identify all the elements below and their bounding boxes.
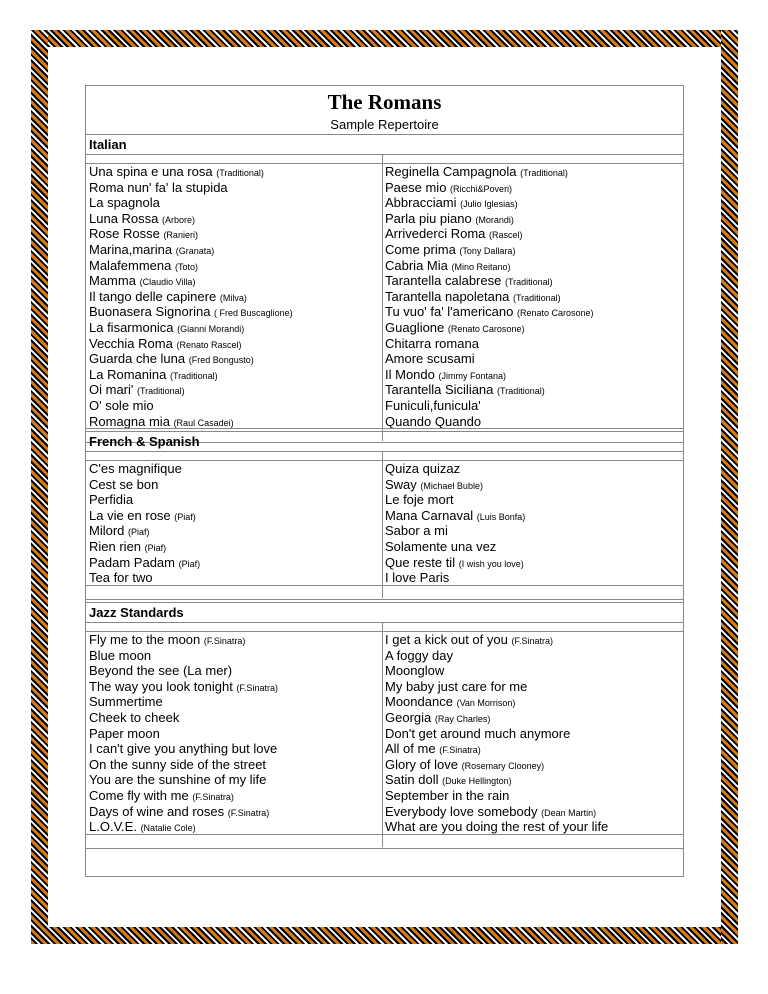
- repertoire-document: [85, 85, 684, 877]
- song-entry: [382, 492, 682, 508]
- song-entry: [382, 663, 682, 679]
- song-entry: [382, 180, 682, 196]
- section-header: [86, 602, 683, 623]
- song-artist: (Traditional): [512, 292, 561, 303]
- song-entry: [382, 367, 682, 383]
- song-artist: (Piaf): [128, 527, 150, 538]
- song-title: Le foje mort: [385, 492, 454, 508]
- song-entry: [382, 632, 682, 648]
- song-entry: [382, 414, 682, 430]
- song-title: The way you look tonight: [89, 678, 233, 694]
- song-artist: (Rosemary Clooney): [461, 760, 545, 771]
- song-entry: [382, 757, 682, 773]
- song-title: Georgia: [385, 709, 432, 725]
- song-entry: [382, 195, 682, 211]
- song-entry: [86, 632, 381, 648]
- song-title: I love Paris: [385, 570, 450, 586]
- song-entry: [382, 648, 682, 664]
- song-title: Cheek to cheek: [89, 709, 180, 725]
- song-title: Vecchia Roma: [89, 335, 173, 351]
- song-title: Come fly with me: [89, 787, 189, 803]
- song-artist: (Raul Casadei): [173, 417, 234, 428]
- song-entry: [86, 226, 381, 242]
- song-entry: [382, 242, 682, 258]
- song-entry: [86, 804, 381, 820]
- song-title: Padam Padam: [89, 554, 175, 570]
- song-title: Quiza quizaz: [385, 461, 461, 476]
- song-entry: [86, 663, 381, 679]
- song-artist: (Morandi): [475, 214, 514, 225]
- song-title: A foggy day: [385, 647, 453, 663]
- song-artist: (Rascel): [489, 230, 523, 241]
- song-entry: [382, 398, 682, 414]
- song-title: Malafemmena: [89, 257, 172, 273]
- song-entry: [86, 555, 381, 571]
- song-entry: [86, 367, 381, 383]
- song-entry: [86, 320, 381, 336]
- left-song-column: [86, 632, 381, 835]
- song-artist: (Luis Bonfa): [476, 511, 526, 522]
- song-entry: [382, 351, 682, 367]
- song-title: Amore scusami: [385, 351, 475, 367]
- song-artist: (Ranieri): [163, 230, 198, 241]
- song-title: La vie en rose: [89, 507, 171, 523]
- song-title: Buonasera Signorina: [89, 304, 211, 320]
- song-title: Arrivederci Roma: [385, 226, 486, 242]
- song-artist: (Traditional): [137, 386, 185, 397]
- page-subtitle: Sample Repertoire: [330, 117, 439, 132]
- song-artist: (F.Sinatra): [511, 636, 553, 646]
- song-title: Chitarra romana: [385, 335, 479, 351]
- song-artist: (Renato Carosone): [516, 308, 594, 319]
- song-entry: [382, 570, 682, 586]
- song-entry: [86, 523, 381, 539]
- song-entry: [86, 242, 381, 258]
- song-title: La fisarmonica: [89, 319, 174, 335]
- song-entry: [86, 726, 381, 742]
- song-title: Beyond the see (La mer): [89, 663, 233, 679]
- song-artist: (Toto): [175, 261, 199, 272]
- song-title: Cabria Mia: [385, 257, 448, 273]
- song-title: On the sunny side of the street: [89, 756, 267, 772]
- song-entry: [382, 819, 682, 835]
- section-title: Jazz Standards: [89, 605, 184, 620]
- spacer-row: [86, 154, 683, 164]
- song-title: Parla piu piano: [385, 210, 472, 226]
- spacer-row: [86, 451, 683, 461]
- song-artist: (Julio Iglesias): [460, 199, 518, 210]
- song-title: Sabor a mi: [385, 523, 448, 539]
- song-artist: (Piaf): [144, 542, 167, 553]
- spacer-row: [86, 622, 683, 632]
- song-entry: [86, 164, 381, 180]
- song-entry: [86, 180, 381, 196]
- song-artist: (Fred Bongusto): [188, 355, 254, 366]
- song-title: Perfidia: [89, 492, 134, 508]
- song-title: Reginella Campagnola: [385, 164, 517, 179]
- song-title: Moonglow: [385, 663, 445, 679]
- song-entry: [86, 788, 381, 804]
- song-title: Il tango delle capinere: [89, 288, 217, 304]
- song-entry: [382, 320, 682, 336]
- song-entry: [86, 414, 381, 430]
- song-entry: [86, 398, 381, 414]
- decorative-border-right: [721, 30, 738, 944]
- song-title: Rien rien: [89, 538, 142, 554]
- song-entry: [86, 492, 381, 508]
- left-song-column: [86, 461, 381, 586]
- song-artist: (F.Sinatra): [192, 791, 234, 802]
- page-title: The Romans: [327, 90, 442, 114]
- song-entry: [86, 211, 381, 227]
- song-entry: [382, 164, 682, 180]
- song-title: Milord: [89, 523, 125, 539]
- song-entry: [86, 336, 381, 352]
- song-title: Don't get around much anymore: [385, 725, 571, 741]
- decorative-border-left: [31, 30, 48, 944]
- song-artist: (Ricchi&Poveri): [450, 183, 513, 194]
- song-artist: (F.Sinatra): [236, 682, 278, 693]
- song-entry: [382, 289, 682, 305]
- song-title: L.O.V.E.: [89, 819, 137, 835]
- spacer-row: [86, 585, 683, 600]
- song-entry: [86, 757, 381, 773]
- song-entry: [86, 679, 381, 695]
- song-entry: [86, 570, 381, 586]
- song-artist: (Natalie Cole): [140, 823, 196, 834]
- song-title: Mana Carnaval: [385, 507, 474, 523]
- song-entry: [86, 741, 381, 757]
- song-entry: [382, 477, 682, 493]
- song-entry: [382, 741, 682, 757]
- song-artist: (I wish you love): [458, 558, 524, 569]
- right-song-column: [382, 461, 682, 586]
- song-entry: [382, 258, 682, 274]
- song-title: Guarda che luna: [89, 351, 186, 367]
- song-title: Mamma: [89, 273, 136, 289]
- song-entry: [382, 273, 682, 289]
- song-entry: [86, 710, 381, 726]
- song-title: Glory of love: [385, 756, 458, 772]
- song-title: Que reste til: [385, 554, 456, 570]
- song-title: Tu vuo' fa' l'americano: [385, 304, 514, 320]
- song-title: Tea for two: [89, 570, 153, 586]
- song-title: Quando Quando: [385, 413, 482, 429]
- song-artist: (Duke Hellington): [442, 776, 512, 787]
- right-song-column: [382, 632, 682, 835]
- song-title: All of me: [385, 741, 436, 757]
- song-entry: [382, 804, 682, 820]
- song-title: Paper moon: [89, 725, 160, 741]
- song-title: La spagnola: [89, 195, 160, 211]
- song-artist: (Traditional): [520, 168, 568, 178]
- song-title: Tarantella calabrese: [385, 273, 502, 289]
- song-title: Blue moon: [89, 647, 152, 663]
- left-song-column: [86, 164, 381, 429]
- song-entry: [382, 382, 682, 398]
- song-entry: [382, 679, 682, 695]
- decorative-border-top: [31, 30, 738, 47]
- song-title: Everybody love somebody: [385, 803, 538, 819]
- song-entry: [86, 539, 381, 555]
- song-artist: (Arbore): [162, 214, 196, 225]
- song-artist: (Van Morrison): [456, 698, 516, 709]
- song-title: Oi mari': [89, 382, 134, 398]
- song-entry: [86, 477, 381, 493]
- song-title: Paese mio: [385, 179, 447, 195]
- song-entry: [86, 819, 381, 835]
- song-entry: [86, 304, 381, 320]
- song-title: Summertime: [89, 694, 163, 710]
- song-artist: (F.Sinatra): [227, 807, 270, 818]
- song-title: I can't give you anything but love: [89, 741, 278, 757]
- song-title: Come prima: [385, 241, 456, 257]
- song-title: La Romanina: [89, 366, 167, 382]
- song-artist: (Tony Dallara): [459, 245, 516, 256]
- song-entry: [382, 523, 682, 539]
- song-entry: [382, 211, 682, 227]
- song-title: Rose Rosse: [89, 226, 160, 242]
- song-entry: [86, 351, 381, 367]
- song-entry: [86, 289, 381, 305]
- song-title: Roma nun' fa' la stupida: [89, 179, 228, 195]
- song-artist: (Granata): [175, 245, 215, 256]
- song-artist: (F.Sinatra): [439, 745, 481, 756]
- song-title: Il Mondo: [385, 366, 435, 382]
- song-title: Tarantella napoletana: [385, 288, 510, 304]
- song-artist: (Dean Martin): [541, 807, 597, 818]
- song-title: Una spina e una rosa: [89, 164, 213, 179]
- song-title: O' sole mio: [89, 397, 154, 413]
- song-entry: [382, 772, 682, 788]
- song-entry: [382, 226, 682, 242]
- song-artist: ( Fred Buscaglione): [214, 308, 293, 319]
- song-entry: [382, 694, 682, 710]
- song-title: Cest se bon: [89, 476, 159, 492]
- song-artist: (Traditional): [504, 277, 553, 288]
- song-entry: [382, 508, 682, 524]
- song-entry: [382, 555, 682, 571]
- song-entry: [86, 772, 381, 788]
- song-title: My baby just care for me: [385, 678, 528, 694]
- decorative-border-bottom: [31, 927, 738, 944]
- song-entry: [382, 461, 682, 477]
- song-entry: [86, 273, 381, 289]
- song-title: C'es magnifique: [89, 461, 182, 476]
- song-entry: [86, 461, 381, 477]
- song-entry: [382, 539, 682, 555]
- song-title: I get a kick out of you: [385, 632, 508, 647]
- song-artist: (Traditional): [169, 370, 218, 381]
- song-entry: [382, 304, 682, 320]
- song-title: Marina,marina: [89, 241, 173, 257]
- song-title: September in the rain: [385, 787, 510, 803]
- song-title: You are the sunshine of my life: [89, 772, 267, 788]
- song-artist: (Gianni Morandi): [177, 323, 245, 334]
- song-entry: [86, 382, 381, 398]
- song-entry: [86, 258, 381, 274]
- song-title: Luna Rossa: [89, 210, 159, 226]
- section-title: French & Spanish: [89, 434, 200, 449]
- song-artist: (F.Sinatra): [203, 636, 246, 646]
- song-artist: (Traditional): [216, 168, 264, 178]
- section-header: [86, 134, 683, 155]
- song-artist: (Renato Rascel): [176, 339, 242, 350]
- song-artist: (Mino Reitano): [451, 261, 511, 272]
- song-title: Tarantella Siciliana: [385, 382, 494, 398]
- song-artist: (Piaf): [178, 558, 201, 569]
- song-title: Funiculi,funicula': [385, 397, 481, 413]
- song-title: Sway: [385, 476, 417, 492]
- song-title: Romagna mia: [89, 413, 170, 429]
- song-entry: [382, 336, 682, 352]
- song-artist: (Michael Buble): [420, 480, 483, 491]
- section-title: Italian: [89, 137, 127, 152]
- song-title: What are you doing the rest of your life: [385, 819, 609, 835]
- song-entry: [382, 726, 682, 742]
- song-artist: (Piaf): [174, 511, 196, 522]
- song-title: Fly me to the moon: [89, 632, 201, 647]
- song-title: Satin doll: [385, 772, 439, 788]
- song-entry: [86, 508, 381, 524]
- song-artist: (Claudio Villa): [139, 277, 196, 288]
- song-title: Moondance: [385, 694, 453, 710]
- song-entry: [86, 694, 381, 710]
- song-artist: (Jimmy Fontana): [438, 370, 507, 381]
- song-entry: [86, 195, 381, 211]
- section-header: [86, 431, 683, 452]
- song-entry: [382, 788, 682, 804]
- song-title: Days of wine and roses: [89, 803, 225, 819]
- song-title: Guaglione: [385, 319, 445, 335]
- song-title: Abbracciami: [385, 195, 457, 211]
- song-title: Solamente una vez: [385, 538, 497, 554]
- right-song-column: [382, 164, 682, 429]
- spacer-row: [86, 834, 683, 849]
- song-artist: (Traditional): [497, 386, 545, 397]
- song-artist: (Renato Carosone): [447, 323, 525, 334]
- song-entry: [382, 710, 682, 726]
- song-entry: [86, 648, 381, 664]
- song-artist: (Ray Charles): [434, 713, 491, 724]
- song-artist: (Milva): [219, 292, 247, 303]
